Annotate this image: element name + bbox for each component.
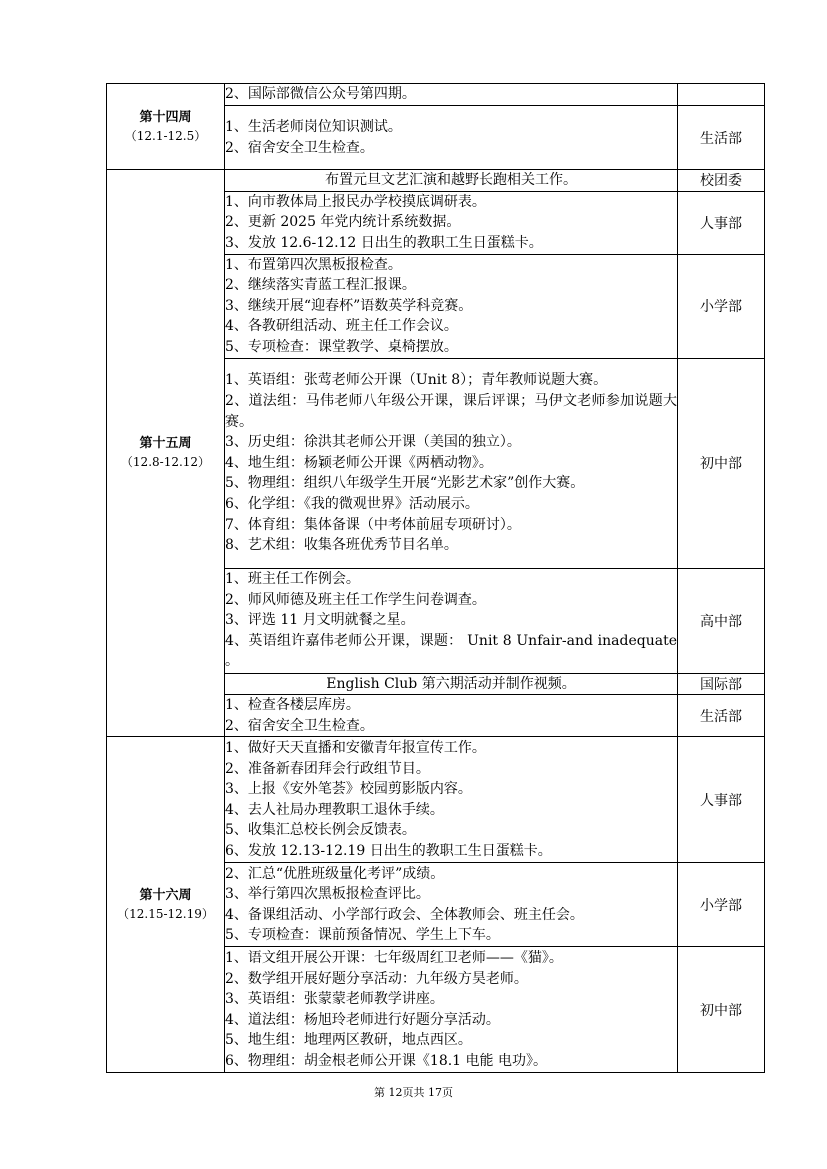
task-item: 3、举行第四次黑板报检查评比。: [225, 886, 430, 903]
task-item: 2、师风师德及班主任工作学生问卷调查。: [225, 591, 486, 608]
task-item: 6、物理组：胡金根老师公开课《18.1 电能 电功》。: [225, 1053, 547, 1070]
task-cell: [225, 673, 678, 695]
task-item: 4、道法组：杨旭玲老师进行好题分享活动。: [225, 1011, 500, 1028]
task-item: 2、数学组开展好题分享活动：九年级方昊老师。: [225, 970, 528, 987]
task-item: 3、评选 11 月文明就餐之星。: [225, 612, 415, 629]
schedule-table: [106, 83, 765, 1073]
week-cell: [107, 84, 225, 170]
week-name: 第十四周: [139, 109, 192, 125]
task-item: 5、收集汇总校长例会反馈表。: [225, 822, 416, 839]
task-cell: [225, 863, 678, 947]
dept-cell: 校团委: [678, 170, 765, 192]
task-item: 4、英语组许嘉伟老师公开课，课题： Unit 8 Unfair-and inadequate 。: [225, 632, 677, 670]
task-item: 5、专项检查：课堂教学、桌椅摆放。: [225, 338, 458, 355]
task-item: 4、去人社局办理教职工退休手续。: [225, 801, 444, 818]
task-item: 2、继续落实青蓝工程汇报课。: [225, 277, 416, 294]
task-item: 3、英语组：张蒙蒙老师教学讲座。: [225, 991, 444, 1008]
week-cell: [107, 737, 225, 1073]
week-name: 第十五周: [139, 436, 192, 452]
task-item: 6、发放 12.13-12.19 日出生的教职工生日蛋糕卡。: [225, 843, 552, 860]
dept-cell: [678, 84, 765, 106]
dept-cell: 人事部: [678, 737, 765, 863]
task-cell: [225, 695, 678, 737]
task-item: 1、检查各楼层库房。: [225, 697, 360, 714]
table-row: [107, 170, 765, 192]
dept-cell: 小学部: [678, 863, 765, 947]
week-dates: （12.8-12.12）: [120, 455, 211, 470]
week-dates: （12.15-12.19）: [117, 906, 214, 921]
week-cell: [107, 170, 225, 737]
task-item: 6、化学组：《我的微观世界》活动展示。: [225, 495, 479, 512]
task-item: 8、艺术组：收集各班优秀节目名单。: [225, 537, 458, 554]
task-item: 5、物理组：组织八年级学生开展“光影艺术家”创作大赛。: [225, 475, 585, 492]
task-item: 2、宿舍安全卫生检查。: [225, 139, 374, 156]
page-footer: 第 12页共 17页: [374, 1086, 453, 1099]
task-item: 1、英语组：张莺老师公开课（Unit 8）；青年教师说题大赛。: [225, 372, 608, 389]
dept-cell: 初中部: [678, 947, 765, 1073]
task-item: 3、发放 12.6-12.12 日出生的教职工生日蛋糕卡。: [225, 234, 543, 251]
task-item: 1、语文组开展公开课：七年级周红卫老师——《猫》。: [225, 950, 563, 967]
task-cell: [225, 358, 678, 568]
task-cell: [225, 947, 678, 1073]
task-cell: [225, 737, 678, 863]
task-item: 4、各教研组活动、班主任工作会议。: [225, 318, 458, 335]
task-item: 1、向市教体局上报民办学校摸底调研表。: [225, 193, 486, 210]
dept-cell: 生活部: [678, 106, 765, 170]
task-cell: [225, 191, 678, 254]
dept-cell: 人事部: [678, 191, 765, 254]
task-item: 1、班主任工作例会。: [225, 571, 360, 588]
task-cell: [225, 568, 678, 673]
task-cell: [225, 170, 678, 192]
task-item: 2、国际部微信公众号第四期。: [225, 86, 416, 103]
task-cell: [225, 84, 678, 106]
table-row: [107, 737, 765, 863]
task-item: 5、地生组：地理两区教研，地点西区。: [225, 1032, 472, 1049]
dept-cell: 小学部: [678, 254, 765, 358]
task-item: 2、汇总“优胜班级量化考评”成绩。: [225, 865, 445, 882]
task-item: English Club 第六期活动并制作视频。: [326, 675, 576, 692]
task-item: 4、备课组活动、小学部行政会、全体教师会、班主任会。: [225, 906, 584, 923]
task-item: 7、体育组：集体备课（中考体前屈专项研讨）。: [225, 516, 521, 533]
task-item: 2、更新 2025 年党内统计系统数据。: [225, 214, 461, 231]
task-item: 2、道法组：马伟老师八年级公开课，课后评课；马伊文老师参加说题大赛。: [225, 393, 677, 430]
dept-cell: 国际部: [678, 673, 765, 695]
week-dates: （12.1-12.5）: [124, 128, 207, 143]
task-item: 1、布置第四次黑板报检查。: [225, 256, 402, 273]
task-item: 2、准备新春团拜会行政组节目。: [225, 760, 430, 777]
task-cell: [225, 254, 678, 358]
task-item: 3、上报《安外笔荟》校园剪影版内容。: [225, 781, 472, 798]
dept-cell: 初中部: [678, 358, 765, 568]
task-item: 1、做好天天直播和安徽青年报宣传工作。: [225, 740, 486, 757]
task-item: 5、专项检查：课前预备情况、学生上下车。: [225, 927, 500, 944]
task-item: 2、宿舍安全卫生检查。: [225, 717, 374, 734]
task-item: 3、继续开展“迎春杯”语数英学科竞赛。: [225, 297, 473, 314]
task-item: 4、地生组：杨颖老师公开课《两栖动物》。: [225, 454, 493, 471]
week-name: 第十六周: [139, 887, 192, 903]
dept-cell: 生活部: [678, 695, 765, 737]
table-row: [107, 84, 765, 106]
task-item: 布置元旦文艺汇演和越野长跑相关工作。: [325, 172, 577, 188]
dept-cell: 高中部: [678, 568, 765, 673]
task-cell: [225, 106, 678, 170]
task-item: 3、历史组：徐洪其老师公开课（美国的独立）。: [225, 434, 521, 451]
task-item: 1、生活老师岗位知识测试。: [225, 118, 402, 135]
